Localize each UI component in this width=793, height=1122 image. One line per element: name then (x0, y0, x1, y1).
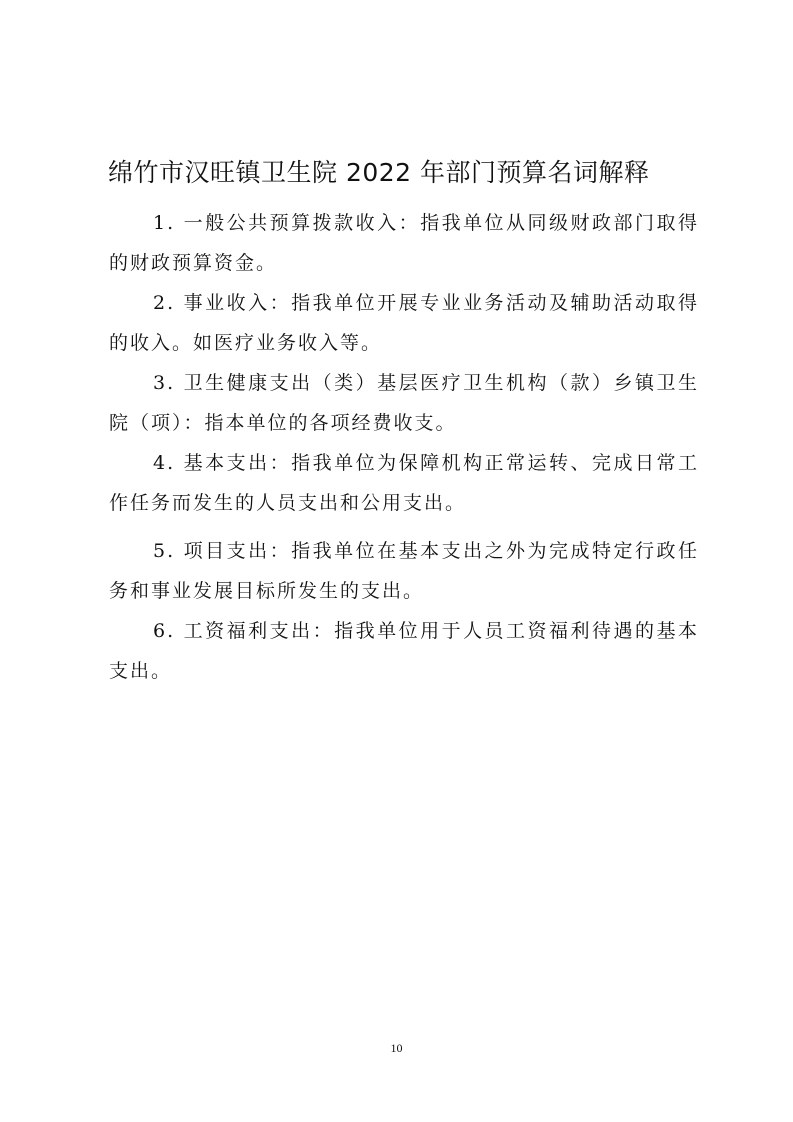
paragraph-2: 2. 事业收入：指我单位开展专业业务活动及辅助活动取得的收入。如医疗业务收入等。 (109, 292, 699, 354)
paragraph-6: 6. 工资福利支出：指我单位用于人员工资福利待遇的基本支出。 (109, 620, 699, 682)
paragraph-5: 5. 项目支出：指我单位在基本支出之外为完成特定行政任务和事业发展目标所发生的支出。 (109, 540, 699, 602)
paragraph-3: 3. 卫生健康支出（类）基层医疗卫生机构（款）乡镇卫生院（项）：指本单位的各项经费收支。 (109, 372, 699, 434)
document-title: 绵竹市汉旺镇卫生院 2022 年部门预算名词解释 (108, 158, 650, 187)
paragraph-1: 1. 一般公共预算拨款收入：指我单位从同级财政部门取得的财政预算资金。 (109, 212, 699, 274)
paragraph-4: 4. 基本支出：指我单位为保障机构正常运转、完成日常工作任务而发生的人员支出和公用支出。 (109, 452, 699, 514)
page-number: 10 (390, 1041, 403, 1055)
document-body (109, 203, 699, 691)
